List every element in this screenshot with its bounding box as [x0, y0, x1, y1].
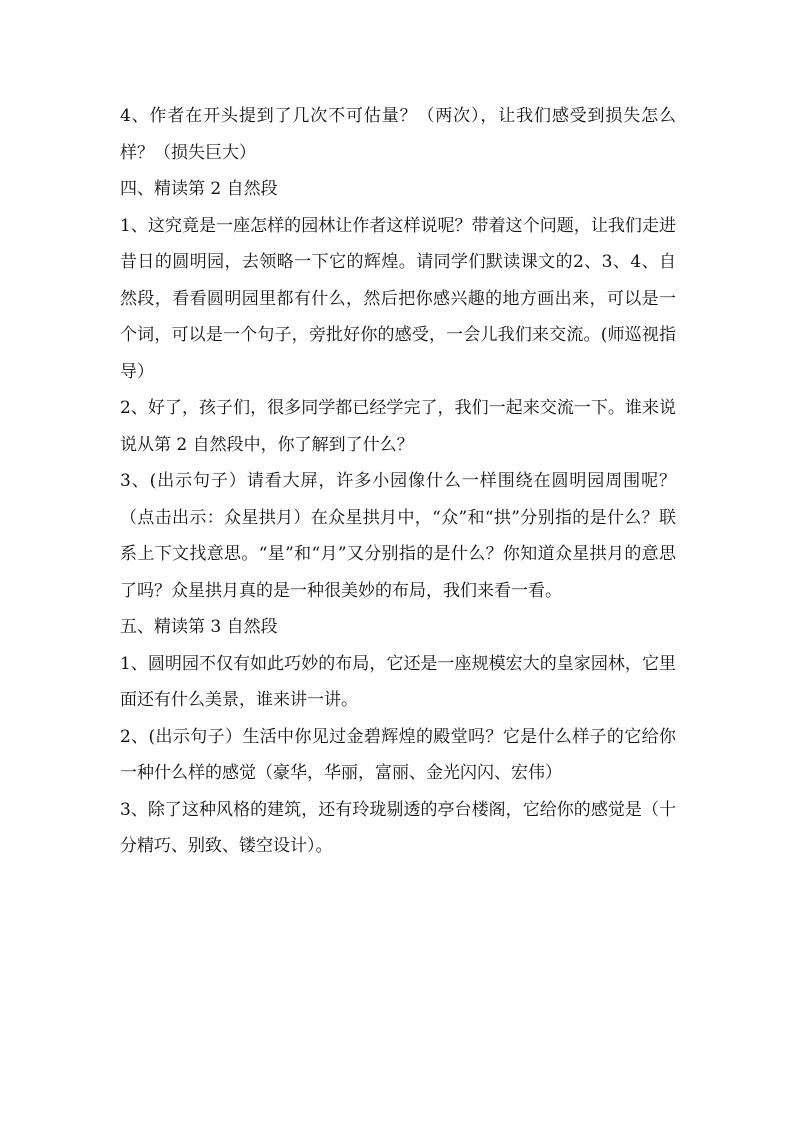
document-body	[120, 98, 676, 865]
paragraph-item-1: 1、这究竟是一座怎样的园林让作者这样说呢？带着这个问题，让我们走进昔日的圆明园，去领略一下它的辉煌。请同学们默读课文的2、3、4、自然段，看看圆明园里都有什么，然后把你感兴趣的地方画出来，可以是一个词，可以是一个句子，旁批好你的感受，一会儿我们来交流。(师巡视指导）	[120, 215, 676, 382]
paragraph-item-2: 2、好了，孩子们，很多同学都已经学完了，我们一起来交流一下。谁来说说从第 2 自然段中，你了解到了什么？	[120, 398, 676, 455]
section-heading-5: 五、精读第 3 自然段	[120, 617, 278, 637]
section-heading-4: 四、精读第 2 自然段	[120, 179, 278, 199]
paragraph-item-3b: 3、除了这种风格的建筑，还有玲珑剔透的亭台楼阁，它给你的感觉是（十分精巧、别致、镂空设计）。	[120, 799, 676, 856]
paragraph-item-3: 3、(出示句子）请看大屏，许多小园像什么一样围绕在圆明园周围呢？（点击出示：众星拱月）在众星拱月中，“众”和“拱”分别指的是什么？联系上下文找意思。“星”和“月”又分别指的是什么？你知道众星拱月的意思了吗？众星拱月真的是一种很美妙的布局，我们来看一看。	[120, 471, 676, 601]
paragraph-question-4: 4、作者在开头提到了几次不可估量？（两次），让我们感受到损失怎么样？（损失巨大）	[120, 106, 676, 163]
paragraph-item-1b: 1、圆明园不仅有如此巧妙的布局，它还是一座规模宏大的皇家园林，它里面还有什么美景，谁来讲一讲。	[120, 653, 676, 710]
paragraph-item-2b: 2、(出示句子）生活中你见过金碧辉煌的殿堂吗？它是什么样子的它给你一种什么样的感觉（豪华，华丽，富丽、金光闪闪、宏伟）	[120, 726, 676, 783]
